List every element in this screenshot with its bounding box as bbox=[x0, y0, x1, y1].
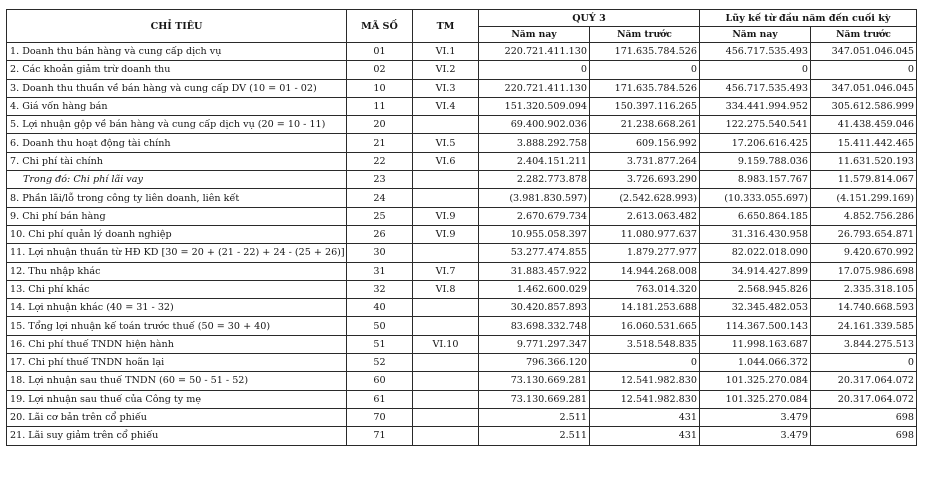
table-row bbox=[7, 134, 917, 152]
row-quarter-this-year: 53.277.474.855 bbox=[479, 244, 590, 262]
table-row bbox=[7, 79, 917, 97]
row-code: 51 bbox=[347, 335, 413, 353]
table-row bbox=[7, 335, 917, 353]
row-criteria: 15. Tổng lợi nhuận kế toán trước thuế (50 = 30 + 40) bbox=[7, 317, 347, 335]
row-quarter-this-year: 1.462.600.029 bbox=[479, 280, 590, 298]
header-criteria: CHỈ TIÊU bbox=[7, 10, 347, 43]
row-note bbox=[413, 390, 479, 408]
row-ytd-last-year: 698 bbox=[811, 427, 917, 445]
row-note bbox=[413, 354, 479, 372]
row-ytd-last-year: 15.411.442.465 bbox=[811, 134, 917, 152]
row-ytd-this-year: 82.022.018.090 bbox=[700, 244, 811, 262]
row-ytd-last-year: 305.612.586.999 bbox=[811, 97, 917, 115]
row-note: VI.3 bbox=[413, 79, 479, 97]
row-ytd-this-year: 334.441.994.952 bbox=[700, 97, 811, 115]
row-quarter-last-year: 0 bbox=[590, 61, 700, 79]
row-code: 52 bbox=[347, 354, 413, 372]
row-criteria: 9. Chi phí bán hàng bbox=[7, 207, 347, 225]
row-quarter-last-year: 3.726.693.290 bbox=[590, 171, 700, 189]
row-ytd-last-year: 14.740.668.593 bbox=[811, 299, 917, 317]
row-criteria: 16. Chi phí thuế TNDN hiện hành bbox=[7, 335, 347, 353]
row-quarter-last-year: 1.879.277.977 bbox=[590, 244, 700, 262]
row-note bbox=[413, 427, 479, 445]
row-code: 25 bbox=[347, 207, 413, 225]
row-code: 71 bbox=[347, 427, 413, 445]
table-row bbox=[7, 317, 917, 335]
row-note bbox=[413, 317, 479, 335]
table-row bbox=[7, 97, 917, 115]
row-ytd-last-year: 26.793.654.871 bbox=[811, 225, 917, 243]
table-row bbox=[7, 152, 917, 170]
row-code: 70 bbox=[347, 408, 413, 426]
row-note: VI.5 bbox=[413, 134, 479, 152]
row-ytd-last-year: 24.161.339.585 bbox=[811, 317, 917, 335]
row-ytd-this-year: 9.159.788.036 bbox=[700, 152, 811, 170]
row-ytd-this-year: 6.650.864.185 bbox=[700, 207, 811, 225]
row-quarter-last-year: 12.541.982.830 bbox=[590, 372, 700, 390]
row-quarter-last-year: 2.613.063.482 bbox=[590, 207, 700, 225]
row-quarter-this-year: 151.320.509.094 bbox=[479, 97, 590, 115]
row-code: 31 bbox=[347, 262, 413, 280]
row-criteria: 4. Giá vốn hàng bán bbox=[7, 97, 347, 115]
row-criteria: 11. Lợi nhuận thuần từ HĐ KD [30 = 20 + (21 - 22) + 24 - (25 + 26)] bbox=[7, 244, 347, 262]
row-ytd-last-year: 20.317.064.072 bbox=[811, 390, 917, 408]
row-criteria: 2. Các khoản giảm trừ doanh thu bbox=[7, 61, 347, 79]
row-note: VI.7 bbox=[413, 262, 479, 280]
row-ytd-this-year: 456.717.535.493 bbox=[700, 79, 811, 97]
row-quarter-last-year: 609.156.992 bbox=[590, 134, 700, 152]
table-row bbox=[7, 427, 917, 445]
row-ytd-last-year: 2.335.318.105 bbox=[811, 280, 917, 298]
row-code: 22 bbox=[347, 152, 413, 170]
row-quarter-this-year: 83.698.332.748 bbox=[479, 317, 590, 335]
row-quarter-last-year: 763.014.320 bbox=[590, 280, 700, 298]
row-code: 32 bbox=[347, 280, 413, 298]
header-code: MÃ SỐ bbox=[347, 10, 413, 43]
row-quarter-this-year: 9.771.297.347 bbox=[479, 335, 590, 353]
row-ytd-this-year: 456.717.535.493 bbox=[700, 43, 811, 61]
row-quarter-this-year: 31.883.457.922 bbox=[479, 262, 590, 280]
row-ytd-this-year: 101.325.270.084 bbox=[700, 390, 811, 408]
row-ytd-last-year: (4.151.299.169) bbox=[811, 189, 917, 207]
row-ytd-this-year: (10.333.055.697) bbox=[700, 189, 811, 207]
row-quarter-this-year: (3.981.830.597) bbox=[479, 189, 590, 207]
row-quarter-last-year: (2.542.628.993) bbox=[590, 189, 700, 207]
row-criteria: 1. Doanh thu bán hàng và cung cấp dịch vụ bbox=[7, 43, 347, 61]
row-ytd-this-year: 2.568.945.826 bbox=[700, 280, 811, 298]
row-quarter-last-year: 12.541.982.830 bbox=[590, 390, 700, 408]
row-criteria: 8. Phần lãi/lỗ trong công ty liên doanh, liên kết bbox=[7, 189, 347, 207]
row-ytd-this-year: 8.983.157.767 bbox=[700, 171, 811, 189]
row-criteria: 10. Chi phí quản lý doanh nghiệp bbox=[7, 225, 347, 243]
row-ytd-this-year: 3.479 bbox=[700, 427, 811, 445]
row-quarter-this-year: 2.404.151.211 bbox=[479, 152, 590, 170]
row-ytd-this-year: 32.345.482.053 bbox=[700, 299, 811, 317]
row-ytd-last-year: 347.051.046.045 bbox=[811, 79, 917, 97]
table-row bbox=[7, 408, 917, 426]
row-ytd-last-year: 17.075.986.698 bbox=[811, 262, 917, 280]
row-quarter-this-year: 220.721.411.130 bbox=[479, 79, 590, 97]
row-quarter-last-year: 171.635.784.526 bbox=[590, 43, 700, 61]
row-ytd-last-year: 11.579.814.067 bbox=[811, 171, 917, 189]
row-ytd-last-year: 347.051.046.045 bbox=[811, 43, 917, 61]
row-criteria: 17. Chi phí thuế TNDN hoãn lại bbox=[7, 354, 347, 372]
row-note bbox=[413, 171, 479, 189]
row-note: VI.4 bbox=[413, 97, 479, 115]
row-quarter-last-year: 3.731.877.264 bbox=[590, 152, 700, 170]
row-quarter-this-year: 73.130.669.281 bbox=[479, 372, 590, 390]
row-criteria: 21. Lãi suy giảm trên cổ phiếu bbox=[7, 427, 347, 445]
row-ytd-this-year: 17.206.616.425 bbox=[700, 134, 811, 152]
row-code: 30 bbox=[347, 244, 413, 262]
header-ytd-last-year: Năm trước bbox=[811, 27, 917, 43]
header-quarter-this-year: Năm nay bbox=[479, 27, 590, 43]
row-code: 24 bbox=[347, 189, 413, 207]
row-quarter-last-year: 14.181.253.688 bbox=[590, 299, 700, 317]
table-row bbox=[7, 244, 917, 262]
row-criteria: 14. Lợi nhuận khác (40 = 31 - 32) bbox=[7, 299, 347, 317]
row-criteria: 5. Lợi nhuận gộp về bán hàng và cung cấp dịch vụ (20 = 10 - 11) bbox=[7, 116, 347, 134]
row-code: 50 bbox=[347, 317, 413, 335]
row-quarter-this-year: 10.955.058.397 bbox=[479, 225, 590, 243]
income-statement-table bbox=[6, 9, 917, 446]
row-quarter-this-year: 2.282.773.878 bbox=[479, 171, 590, 189]
row-quarter-this-year: 0 bbox=[479, 61, 590, 79]
row-quarter-this-year: 69.400.902.036 bbox=[479, 116, 590, 134]
row-note: VI.6 bbox=[413, 152, 479, 170]
table-row bbox=[7, 390, 917, 408]
row-ytd-this-year: 31.316.430.958 bbox=[700, 225, 811, 243]
row-ytd-this-year: 3.479 bbox=[700, 408, 811, 426]
table-row bbox=[7, 43, 917, 61]
row-code: 21 bbox=[347, 134, 413, 152]
row-note bbox=[413, 244, 479, 262]
row-note bbox=[413, 299, 479, 317]
income-statement bbox=[6, 9, 916, 446]
row-quarter-this-year: 73.130.669.281 bbox=[479, 390, 590, 408]
row-ytd-last-year: 11.631.520.193 bbox=[811, 152, 917, 170]
row-note: VI.9 bbox=[413, 225, 479, 243]
row-quarter-last-year: 171.635.784.526 bbox=[590, 79, 700, 97]
row-ytd-last-year: 3.844.275.513 bbox=[811, 335, 917, 353]
row-ytd-last-year: 0 bbox=[811, 354, 917, 372]
table-row bbox=[7, 225, 917, 243]
row-criteria: 3. Doanh thu thuần về bán hàng và cung cấp DV (10 = 01 - 02) bbox=[7, 79, 347, 97]
header-quarter: QUÝ 3 bbox=[479, 10, 700, 27]
row-note: VI.1 bbox=[413, 43, 479, 61]
table-row bbox=[7, 354, 917, 372]
row-code: 61 bbox=[347, 390, 413, 408]
table-row bbox=[7, 207, 917, 225]
row-code: 60 bbox=[347, 372, 413, 390]
row-note: VI.2 bbox=[413, 61, 479, 79]
table-row bbox=[7, 171, 917, 189]
row-quarter-last-year: 150.397.116.265 bbox=[590, 97, 700, 115]
row-code: 11 bbox=[347, 97, 413, 115]
table-row bbox=[7, 299, 917, 317]
row-criteria: 13. Chi phí khác bbox=[7, 280, 347, 298]
row-quarter-this-year: 796.366.120 bbox=[479, 354, 590, 372]
row-quarter-last-year: 0 bbox=[590, 354, 700, 372]
row-quarter-this-year: 2.670.679.734 bbox=[479, 207, 590, 225]
table-row bbox=[7, 280, 917, 298]
row-ytd-last-year: 698 bbox=[811, 408, 917, 426]
row-criteria: 12. Thu nhập khác bbox=[7, 262, 347, 280]
row-note: VI.8 bbox=[413, 280, 479, 298]
row-ytd-this-year: 122.275.540.541 bbox=[700, 116, 811, 134]
row-quarter-last-year: 21.238.668.261 bbox=[590, 116, 700, 134]
row-criteria: Trong đó: Chi phí lãi vay bbox=[7, 171, 347, 189]
row-quarter-this-year: 220.721.411.130 bbox=[479, 43, 590, 61]
table-body bbox=[7, 43, 917, 446]
row-ytd-this-year: 34.914.427.899 bbox=[700, 262, 811, 280]
row-quarter-this-year: 30.420.857.893 bbox=[479, 299, 590, 317]
row-code: 20 bbox=[347, 116, 413, 134]
table-row bbox=[7, 116, 917, 134]
table-row bbox=[7, 61, 917, 79]
table-row bbox=[7, 372, 917, 390]
row-ytd-this-year: 11.998.163.687 bbox=[700, 335, 811, 353]
row-ytd-last-year: 20.317.064.072 bbox=[811, 372, 917, 390]
row-ytd-this-year: 101.325.270.084 bbox=[700, 372, 811, 390]
row-note: VI.10 bbox=[413, 335, 479, 353]
row-ytd-this-year: 114.367.500.143 bbox=[700, 317, 811, 335]
header-row-1 bbox=[7, 10, 917, 27]
row-ytd-last-year: 4.852.756.286 bbox=[811, 207, 917, 225]
row-note bbox=[413, 116, 479, 134]
row-quarter-this-year: 2.511 bbox=[479, 408, 590, 426]
row-code: 10 bbox=[347, 79, 413, 97]
row-note bbox=[413, 408, 479, 426]
table-row bbox=[7, 189, 917, 207]
row-ytd-last-year: 41.438.459.046 bbox=[811, 116, 917, 134]
row-ytd-last-year: 0 bbox=[811, 61, 917, 79]
row-code: 01 bbox=[347, 43, 413, 61]
row-criteria: 6. Doanh thu hoạt động tài chính bbox=[7, 134, 347, 152]
row-quarter-last-year: 431 bbox=[590, 408, 700, 426]
header-ytd: Lũy kế từ đầu năm đến cuối kỳ bbox=[700, 10, 917, 27]
header-note: TM bbox=[413, 10, 479, 43]
header-ytd-this-year: Năm nay bbox=[700, 27, 811, 43]
row-code: 40 bbox=[347, 299, 413, 317]
row-criteria: 20. Lãi cơ bản trên cổ phiếu bbox=[7, 408, 347, 426]
row-code: 23 bbox=[347, 171, 413, 189]
row-criteria: 18. Lợi nhuận sau thuế TNDN (60 = 50 - 51 - 52) bbox=[7, 372, 347, 390]
row-code: 02 bbox=[347, 61, 413, 79]
row-code: 26 bbox=[347, 225, 413, 243]
row-quarter-this-year: 3.888.292.758 bbox=[479, 134, 590, 152]
row-quarter-last-year: 431 bbox=[590, 427, 700, 445]
table-row bbox=[7, 262, 917, 280]
row-ytd-this-year: 0 bbox=[700, 61, 811, 79]
row-quarter-this-year: 2.511 bbox=[479, 427, 590, 445]
row-quarter-last-year: 16.060.531.665 bbox=[590, 317, 700, 335]
row-note bbox=[413, 189, 479, 207]
row-quarter-last-year: 14.944.268.008 bbox=[590, 262, 700, 280]
row-ytd-this-year: 1.044.066.372 bbox=[700, 354, 811, 372]
row-ytd-last-year: 9.420.670.992 bbox=[811, 244, 917, 262]
row-criteria: 7. Chi phí tài chính bbox=[7, 152, 347, 170]
row-note: VI.9 bbox=[413, 207, 479, 225]
header-quarter-last-year: Năm trước bbox=[590, 27, 700, 43]
row-note bbox=[413, 372, 479, 390]
row-quarter-last-year: 3.518.548.835 bbox=[590, 335, 700, 353]
row-criteria: 19. Lợi nhuận sau thuế của Công ty mẹ bbox=[7, 390, 347, 408]
row-quarter-last-year: 11.080.977.637 bbox=[590, 225, 700, 243]
